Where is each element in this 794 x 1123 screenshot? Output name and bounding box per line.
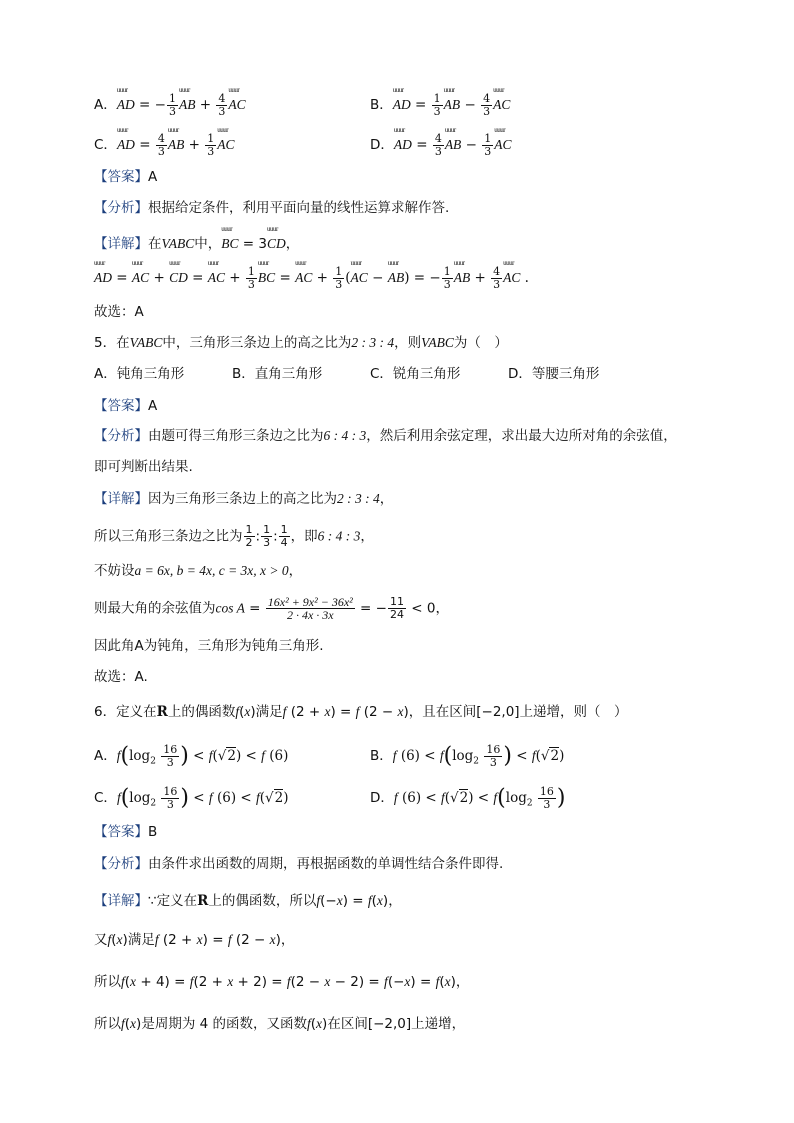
q4-analysis: 【分析】根据给定条件，利用平面向量的线性运算求解作答.: [94, 200, 450, 216]
q6-answer: 【答案】B: [94, 824, 158, 840]
q5-detail-5: 因此角A为钝角，三角形为钝角三角形.: [94, 638, 324, 654]
q6-detail-4: 所以f(x)是周期为 4 的函数，又函数f(x)在区间[−2,0]上递增，: [94, 1016, 466, 1032]
q5-option-c: C．锐角三角形: [370, 366, 461, 382]
q4-option-b: B．uuur AD = $\frac{1}{3}$ uuur AB − $\frac{4}{3}$ uuur AC: [370, 89, 510, 118]
q5-analysis-line1: 【分析】由题可得三角形三条边之比为6 : 4 : 3，然后利用余弦定理，求出最大边所对角的余弦值，: [94, 428, 677, 444]
q5-option-d: D．等腰三角形: [508, 366, 600, 382]
q5-option-a: A．钝角三角形: [94, 366, 185, 382]
q6-stem: 6．定义在R上的偶函数f(x)满足f (2 + x) = f (2 − x)，且在区间[−2,0]上递增，则（ ）: [94, 704, 628, 720]
q4-option-a: A．uuur AD = − $\frac{1}{3}$ uuur AB + $\frac{4}{3}$ uuur AC: [94, 89, 246, 118]
q4-answer: 【答案】A: [94, 169, 158, 185]
q5-detail-1: 【详解】因为三角形三条边上的高之比为2 : 3 : 4，: [94, 491, 394, 507]
q5-analysis-line2: 即可判断出结果.: [94, 459, 193, 475]
q5-detail-3: 不妨设a = 6x, b = 4x, c = 3x, x > 0，: [94, 563, 303, 579]
q5-stem: 5．在VABC中，三角形三条边上的高之比为2 : 3 : 4，则VABC为（ ）: [94, 335, 508, 351]
q6-detail-2: 又f(x)满足f (2 + x) = f (2 − x)，: [94, 932, 295, 948]
q5-option-b: B．直角三角形: [232, 366, 323, 382]
q4-derivation: uuur AD = uuur AC + uuur CD = uuur AC + $\frac{1}{3}$ uuur BC = uuur AC + $\frac{1}{3}$ (uuur AC − uuur AB) = − $\frac{1}{3}$ uuur AB + $\frac{4}{3}$ uuur AC .: [94, 262, 529, 291]
q4-option-d: D．uuur AD = $\frac{4}{3}$ uuur AB − $\frac{1}{3}$ uuur AC: [370, 129, 511, 158]
q5-options: [94, 364, 599, 384]
q6-analysis: 【分析】由条件求出函数的周期，再根据函数的单调性结合条件即得.: [94, 856, 504, 872]
q5-detail-4: 则最大角的余弦值为cos A = $\frac{\text{16x² + 9x² − 36x²}}{2 \cdot 4x \cdot 3x}$ = − $\frac{11}{24}$ < 0，: [94, 595, 449, 622]
q6-option-d: D．f $(6) < f(√2) < f(\log_2$ $\frac{16}{3}$ ): [370, 785, 566, 811]
q4-conclusion: 故选：A: [94, 304, 144, 320]
q6-detail-3: 所以f(x + 4) = f(2 + x + 2) = f(2 − x − 2) = f(−x) = f(x)，: [94, 974, 470, 990]
q5-detail-2: 所以三角形三条边之比为 $\frac{1}{2}$ : $\frac{1}{3}$ : $\frac{1}{4}$ ，即6 : 4 : 3，: [94, 523, 374, 549]
q6-option-c: C．$f(\log_2$ $\frac{16}{3}$ ) < f (6) < f(√2): [94, 785, 289, 811]
q6-detail-1: 【详解】∵定义在R上的偶函数，所以f(−x) = f(x)，: [94, 893, 402, 909]
q5-answer: 【答案】A: [94, 398, 158, 414]
q5-conclusion: 故选：A.: [94, 669, 148, 685]
q4-detail: 【详解】在VABC中，uuur BC = 3uuur CD，: [94, 228, 299, 254]
q4-option-c: C．uuur AD = $\frac{4}{3}$ uuur AB + $\frac{1}{3}$ uuur AC: [94, 129, 235, 158]
q6-option-b: B．f $(6) < f(\log_2$ $\frac{16}{3}$ ) < f(√2): [370, 743, 565, 769]
vector-ad: uuur AD: [117, 89, 135, 115]
q6-option-a: A．$f(\log_2$ $\frac{16}{3}$ ) < f(√2) < f (6): [94, 743, 289, 769]
